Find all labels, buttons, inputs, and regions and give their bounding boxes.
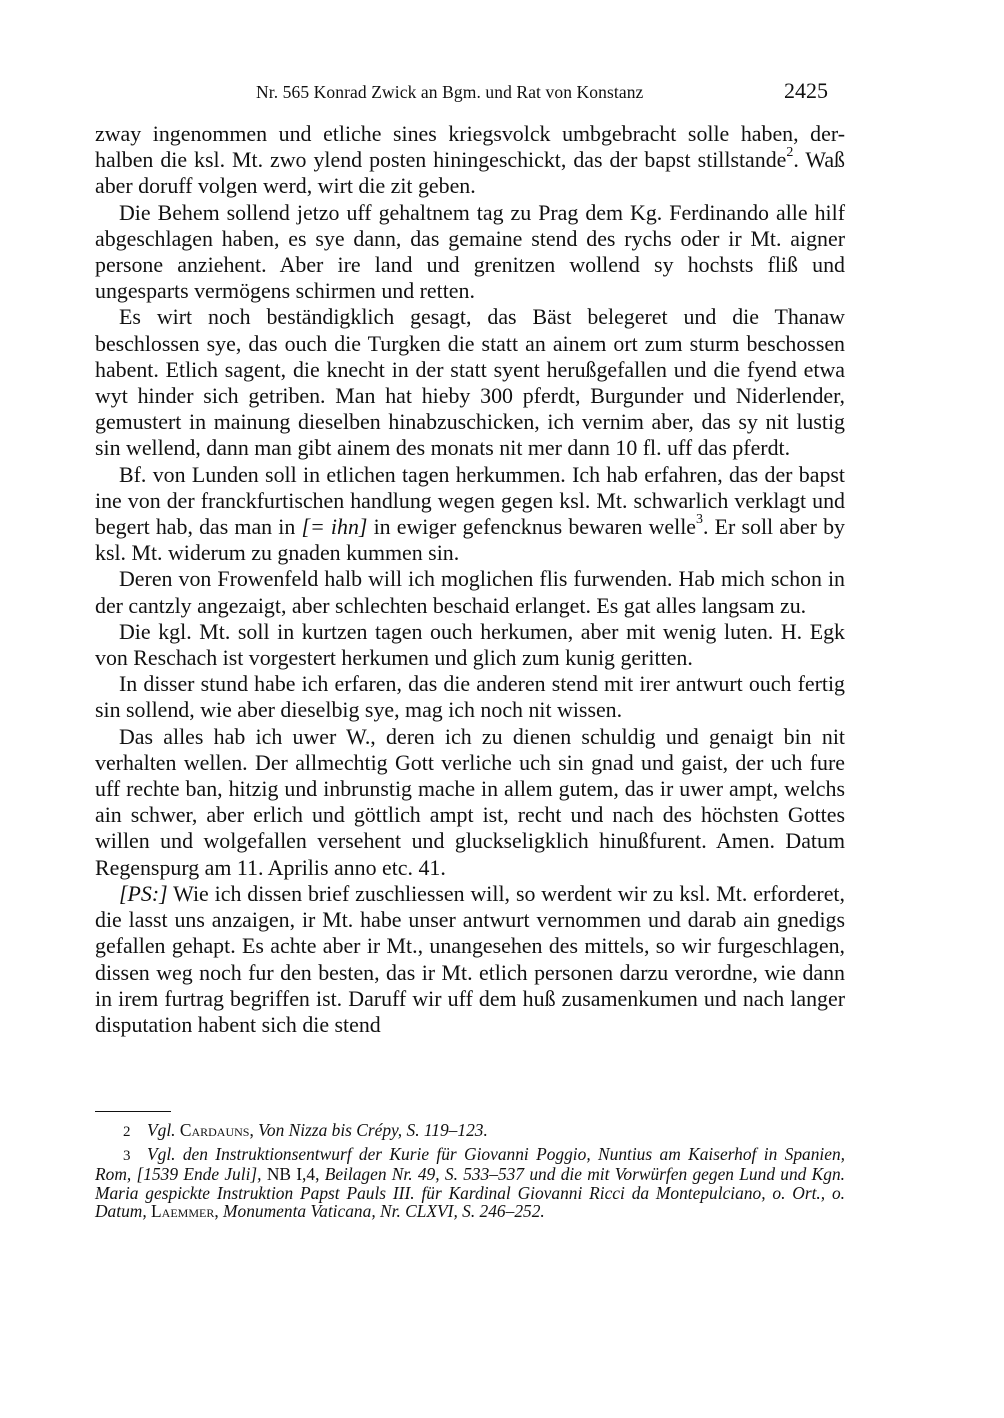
paragraph-4-text-b: in ewiger gefencknus bewaren welle — [367, 514, 697, 540]
paragraph-9-text: Wie ich dissen brief zuschliessen will, so werdent wir zu ksl. Mt. erforderet, die lasst uns anzaigen, ir Mt. habe unser antwurt vernommen und darab ain gnedigs gefallen gehapt. Es achte aber ir Mt., unangesehen des mittels, so wir furgeschlagen, dissen weg noch fur den besten, das ir Mt. etlich personen darzu verordne, wie dann in irem furtrag begriffen ist. Daruff wir uff dem huß zusamenkumen und nach langer disputation habent sich die stend — [95, 880, 845, 1037]
footnote-3-text-c: Monumenta Vaticana, Nr. CLXVI, S. 246–252. — [218, 1200, 545, 1221]
paragraph-2: Die Behem sollend jetzo uff gehaltnem tag zu Prag dem Kg. Ferdinando alle hilf abgeschlagen haben, es sye dann, das gemaine stend des rychs oder ir Mt. aigner persone anziehent. Aber ire land und grenitzen wollend sy hochsts fliß und ungesparts vermögens schirmen und retten. — [95, 199, 845, 304]
paragraph-4-text-c: . Er soll aber by ksl. Mt. widerum zu gnaden kummen sin. — [95, 514, 845, 566]
footnote-3-text-b: Beilagen Nr. 49, S. 533–537 und die mit Vorwürfen gegen Lund und Kgn. Maria gespickte Instruktion Papst Pauls III. für Kardinal Giovanni Ricci da Montepulciano, o. Ort., o. Datum, — [95, 1164, 845, 1221]
paragraph-1-text-b: . Waß aber doruff volgen werd, wirt die zit geben. — [95, 147, 845, 199]
paragraph-1 — [95, 121, 845, 200]
editorial-insertion: [= ihn] — [301, 514, 368, 540]
paragraph-8: Das alles hab ich uwer W., deren ich zu dienen schuldig und genaigt bin nit verhalten wellen. Der allmechtig Gott verliche uch sin gnad und gaist, der uch fure uff rechte ban, hitzig und inbrunstig mache in allem gutem, das ir uwer ampt, welchs ain schwer, aber erlich und göttlich ampt ist, recht und nach des höchsten Gottes willen und wolgefallen versehent und gluckseligklich hinußfurent. Amen. Datum Regenspurg am 11. Aprilis anno etc. 41. — [95, 723, 845, 880]
footnote-ref-2[interactable]: 2 — [786, 145, 794, 161]
running-header — [0, 80, 1004, 108]
paragraph-1-text-a: zway ingenommen und etliche sines kriegsvolck umbgebracht solle haben, der-halben die ksl. Mt. zwo ylend posten hiningeschickt, das der bapst stillstande — [95, 121, 845, 173]
running-title: Nr. 565 Konrad Zwick an Bgm. und Rat von Konstanz — [256, 82, 644, 102]
page-number: 2425 — [784, 78, 828, 103]
footnote-2-author: Cardauns, — [179, 1120, 254, 1140]
footnote-3 — [95, 1145, 845, 1220]
main-text — [95, 121, 845, 1038]
footnote-3-author: Laemmer, — [151, 1200, 219, 1221]
footnote-divider — [95, 1111, 171, 1112]
footnote-2 — [95, 1121, 845, 1141]
footnote-3-text-a: Vgl. den Instruktionsentwurf der Kurie für Giovanni Poggio, Nuntius am Kaiserhof in Spanien, Rom, [1539 Ende Juli], — [95, 1144, 845, 1185]
footnote-3-nb: NB I,4, — [266, 1164, 320, 1185]
paragraph-7: In disser stund habe ich erfaren, das die anderen stend mit irer antwurt ouch fertig sin sollend, wie aber dieselbig sye, mag ich noch nit wissen. — [95, 671, 845, 723]
paragraph-4-text-a: Bf. von Lunden soll in etlichen tagen herkummen. Ich hab erfahren, das der bapst ine von der franckfurtischen handlung wegen gegen ksl. Mt. schwarlich verklagt und begert hab, das man in — [95, 461, 845, 540]
footnote-2-text-a: Vgl. — [147, 1120, 180, 1140]
paragraph-5: Deren von Frowenfeld halb will ich moglichen flis furwenden. Hab mich schon in der cantzly angezaigt, aber schlechten beschaid erlanget. Es gat alles langsam zu. — [95, 566, 845, 618]
footnote-2-text-b: Von Nizza bis Crépy, S. 119–123. — [253, 1120, 488, 1140]
footnote-2-number: 2 — [123, 1124, 131, 1140]
paragraph-6: Die kgl. Mt. soll in kurtzen tagen ouch herkumen, aber mit wenig luten. H. Egk von Reschach ist vorgestert herkumen und glich zum kunig geritten. — [95, 618, 845, 671]
footnotes — [95, 1121, 845, 1224]
paragraph-4 — [95, 462, 845, 567]
paragraph-3: Es wirt noch beständigklich gesagt, das Bäst belegeret und die Thanaw beschlossen sye, das ouch die Turgken die statt an ainem ort zum sturm beschossen habent. Etlich sagent, die knecht in der statt syent herußgefallen und die fyend etwa wyt hinder sich getriben. Man hat hieby 300 pferdt, Burgunder und Niderlender, gemustert in mainung dieselben hinabzuschicken, ich vernim aber, das sy nit lustig sin wellend, dann man gibt ainem des monats nit mer dann 10 fl. uff das pferdt. — [95, 304, 845, 461]
footnote-ref-3[interactable]: 3 — [696, 512, 704, 528]
footnote-3-number: 3 — [123, 1148, 131, 1165]
paragraph-9 — [95, 881, 845, 1038]
postscript-marker: [PS:] — [119, 880, 168, 906]
